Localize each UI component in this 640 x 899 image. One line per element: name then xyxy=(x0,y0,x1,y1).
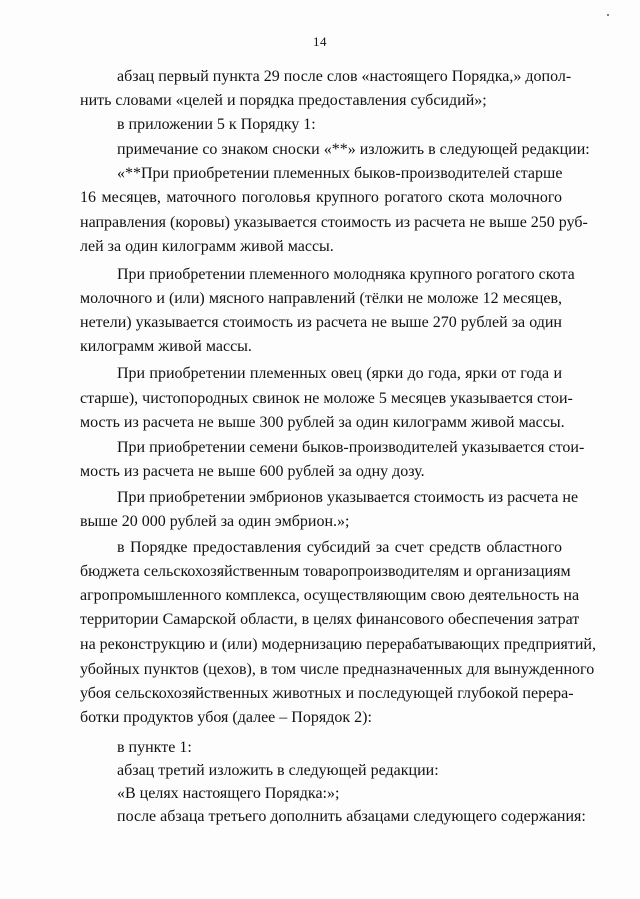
text-line: нить словами «целей и порядка предоставления субсидий»; xyxy=(80,92,487,109)
text-line: «В целях настоящего Порядка:»; xyxy=(117,785,340,802)
text-line: абзац третий изложить в следующей редакции: xyxy=(117,762,439,779)
text-line: бюджета сельскохозяйственным товаропроизводителям и организациям xyxy=(80,563,571,580)
text-line: абзац первый пункта 29 после слов «настоящего Порядка,» допол- xyxy=(117,68,572,85)
text-line: выше 20 000 рублей за один эмбрион.»; xyxy=(80,513,350,530)
text-line: после абзаца третьего дополнить абзацами следующего содержания: xyxy=(117,808,586,825)
text-line: лей за один килограмм живой массы. xyxy=(80,238,334,255)
text-line: килограмм живой массы. xyxy=(80,338,252,355)
text-line: в Порядке предоставления субсидий за счет средств областного xyxy=(117,539,562,556)
text-line: на реконструкцию и (или) модернизацию перерабатывающих предприятий, xyxy=(80,636,596,653)
page-number: 14 xyxy=(313,34,327,49)
text-line: территории Самарской области, в целях финансового обеспечения затрат xyxy=(80,611,580,628)
text-line: убойных пунктов (цехов), в том числе предназначенных для вынужденного xyxy=(80,661,595,678)
text-line: убоя сельскохозяйственных животных и последующей глубокой перера- xyxy=(80,685,574,702)
text-line: примечание со знаком сноски «**» изложить в следующей редакции: xyxy=(117,141,590,158)
text-line: в пункте 1: xyxy=(117,739,192,756)
text-line: ботки продуктов убоя (далее – Порядок 2): xyxy=(80,709,372,726)
text-line: При приобретении семени быков-производителей указывается стои- xyxy=(117,439,585,456)
text-line: молочного и (или) мясного направлений (тёлки не моложе 12 месяцев, xyxy=(80,290,562,307)
text-line: «**При приобретении племенных быков-производителей старше xyxy=(117,165,563,182)
text-line: мость из расчета не выше 300 рублей за один килограмм живой массы. xyxy=(80,414,565,431)
text-line: При приобретении племенного молодняка крупного рогатого скота xyxy=(117,266,575,283)
text-line: 16 месяцев, маточного поголовья крупного рогатого скота молочного xyxy=(80,189,562,206)
text-line: мость из расчета не выше 600 рублей за одну дозу. xyxy=(80,463,425,480)
text-line: При приобретении эмбрионов указывается стоимость из расчета не xyxy=(117,489,579,506)
scan-speck xyxy=(607,14,609,16)
text-line: агропромышленного комплекса, осуществляющим свою деятельность на xyxy=(80,587,580,604)
text-line: При приобретении племенных овец (ярки до года, ярки от года и xyxy=(117,365,562,382)
text-line: нетели) указывается стоимость из расчета не выше 270 рублей за один xyxy=(80,314,562,331)
text-line: направления (коровы) указывается стоимость из расчета не выше 250 руб- xyxy=(80,214,588,231)
text-line: старше), чистопородных свинок не моложе 5 месяцев указывается стои- xyxy=(80,390,573,407)
text-line: в приложении 5 к Порядку 1: xyxy=(117,116,316,133)
